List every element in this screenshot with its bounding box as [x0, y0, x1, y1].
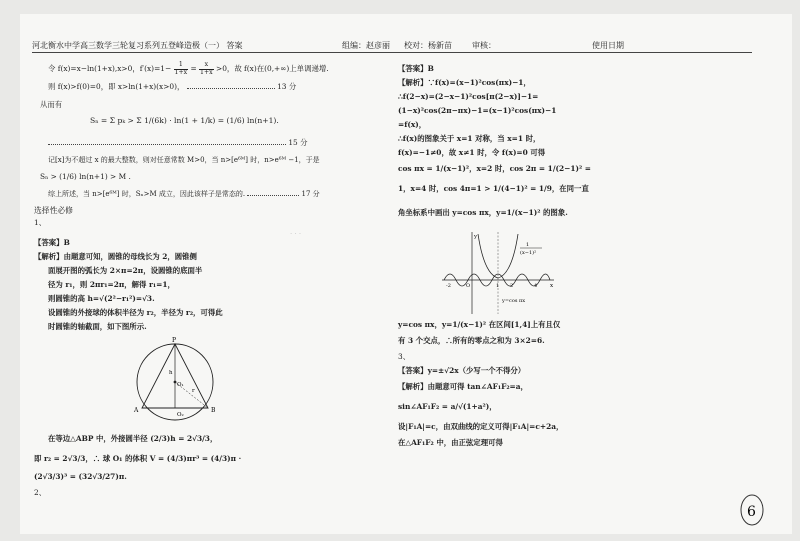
graph-label-y: y	[474, 234, 478, 240]
cone-sphere-diagram	[120, 334, 230, 426]
label-p: P	[172, 337, 177, 344]
right-line-12: 【解析】由题意可得 tan∠AF₁F₂=a，	[398, 382, 528, 391]
left-text-2: 则 f(x)>f(0)=0，即 x>ln(1+x)(x>0)，	[48, 82, 185, 91]
right-line-15: 在△AF₁F₂ 中，由正弦定理可得	[398, 438, 503, 447]
answer-3: 【答案】y=±√2x（少写一个不得分）	[398, 366, 526, 375]
left-line-3: 从而有	[40, 100, 63, 109]
section-heading: 选择性必修	[34, 206, 73, 215]
right-line-1: 【解析】∵f(x)=(x−1)²cos(πx)−1，	[398, 78, 531, 87]
right-line-10: y=cos πx，y=1/(x−1)² 在区间[1,4]上有且仅	[398, 320, 561, 329]
fraction: $\frac{x}{1+x}$	[200, 61, 213, 76]
label-a: A	[134, 407, 139, 414]
right-column	[398, 58, 748, 488]
label-o2: O₂	[177, 412, 184, 418]
label-b: B	[211, 407, 216, 414]
right-line-11: 有 3 个交点，∴所有的零点之和为 3×2=6.	[398, 336, 545, 345]
explain-line-4: 则圆锥的高 h=√(2²−r₁²)=√3.	[48, 294, 155, 303]
bleed-through-text: · · ·	[290, 230, 302, 238]
right-line-7: cos πx = 1/(x−1)²，x=2 时，cos 2π = 1/(2−1)² =	[398, 164, 591, 173]
explain-line-2: 面展开图的弧长为 2×π=2π，设圆锥的底面半	[48, 266, 203, 275]
explain-line-5: 设圆锥的外接球的体积半径为 r₂，半径为 r₂，可得此	[48, 308, 223, 317]
function-graph	[438, 230, 558, 316]
handwritten-page-mark	[738, 493, 766, 527]
answer-2: 【答案】B	[398, 64, 434, 73]
graph-label-x: x	[550, 283, 554, 289]
question-3-number: 3、	[398, 352, 411, 361]
right-line-13: sin∠AF₁F₂ = a/√(1+a²)，	[398, 402, 497, 411]
right-line-2: ∴f(2−x)=(2−x−1)²cos[π(2−x)]−1=	[398, 92, 539, 101]
left-line-4	[48, 138, 308, 148]
question-1-number: 1、	[34, 218, 47, 227]
graph-label-f-den: (x−1)²	[520, 250, 537, 256]
score-17: 17 分	[301, 190, 320, 198]
right-line-14: 设|F₁A|=c，由双曲线的定义可得|F₁A|=c+2a，	[398, 422, 564, 431]
header-date: 使用日期	[592, 41, 624, 50]
graph-label-origin: O	[466, 283, 471, 289]
page-mark-number: 6	[747, 504, 756, 520]
left-line-5: 记[x]为不超过 x 的最大整数，则对任意常数 M>0，当 n>[e⁶ᴹ] 时，n>e⁶ᴹ −1，于是	[48, 156, 320, 164]
right-line-8: 1，x=4 时，cos 4π=1 > 1/(4−1)² = 1/9，在同一直	[398, 184, 589, 193]
question-2-number: 2、	[34, 488, 47, 497]
header-review: 审核：	[472, 41, 496, 50]
label-h: h	[169, 370, 173, 376]
right-line-4: =f(x)，	[398, 120, 427, 129]
header-proof: 校对：杨新苗	[404, 41, 452, 50]
explain-line-3: 径为 r₁，则 2πr₁=2π，解得 r₁=1，	[48, 280, 175, 289]
explain-line-7: 在等边△ABP 中，外接圆半径 (2/3)h = 2√3/3，	[48, 434, 218, 443]
graph-label-neg2: -2	[446, 283, 451, 289]
graph-label-f-num: 1	[526, 242, 530, 248]
left-sn-formula: Sₙ = Σ pₖ > Σ 1/(6k) · ln(1 + 1/k) = (1/6) ln(n+1).	[90, 116, 279, 125]
graph-label-4: 4	[534, 283, 538, 289]
explain-line-9: (2√3/3)³ = (32√3/27)π.	[34, 472, 127, 481]
page-header	[32, 38, 752, 53]
explain-line-1: 【解析】由题意可知，圆锥的母线长为 2，圆锥侧	[34, 252, 197, 261]
right-line-3: (1−x)²cos(2π−πx)−1=(x−1)²cos(πx)−1	[398, 106, 557, 115]
answer-1: 【答案】B	[34, 238, 70, 247]
fraction: $\frac{1}{1+x}$	[174, 61, 188, 76]
header-editor: 组编：赵彦丽	[342, 41, 390, 50]
left-text-7: 综上所述，当 n>[e⁶ᴹ] 时，Sₙ>M 成立，因此该样子是常态的.	[48, 190, 246, 198]
left-column	[34, 58, 385, 498]
explain-line-8: 即 r₂ = 2√3/3，∴ 球 O₁ 的体积 V = (4/3)πr³ = (4/3)π ·	[34, 454, 242, 463]
explain-line-6: 时圆锥的轴截面，如下图所示.	[48, 322, 147, 331]
right-line-6: f(x)=−1≠0，故 x≠1 时，令 f(x)=0 可得	[398, 148, 546, 157]
left-line-6: Sₙ > (1/6) ln(n+1) > M .	[40, 172, 131, 181]
header-title: 河北衡水中学高三数学三轮复习系列五登峰造极（一） 答案	[32, 41, 243, 50]
right-line-5: ∴f(x)的图象关于 x=1 对称，当 x=1 时，	[398, 134, 541, 143]
label-r: r	[192, 388, 195, 394]
graph-label-cos: y=cos πx	[502, 298, 526, 304]
left-line-1: 令 f(x)=x−ln(1+x),x>0，f′(x)=1− $\frac{1}{1+x}$ = $\frac{x}{1+x}$ >0，故 f(x)在(0,+∞)上单调递增.	[48, 61, 329, 76]
score-15: 15 分	[288, 138, 308, 147]
graph-label-1: 1	[496, 283, 500, 289]
left-text-1b: >0，故 f(x)在(0,+∞)上单调递增.	[216, 64, 329, 73]
right-line-9: 角坐标系中画出 y=cos πx，y=1/(x−1)² 的图象.	[398, 208, 568, 217]
label-o1: O₁	[177, 382, 184, 388]
score-13: 13 分	[277, 82, 297, 91]
left-line-2	[48, 82, 296, 92]
left-text-1a: 令 f(x)=x−ln(1+x),x>0，f′(x)=1−	[48, 64, 172, 73]
graph-label-2: 2	[510, 283, 514, 289]
left-line-7	[48, 190, 320, 199]
